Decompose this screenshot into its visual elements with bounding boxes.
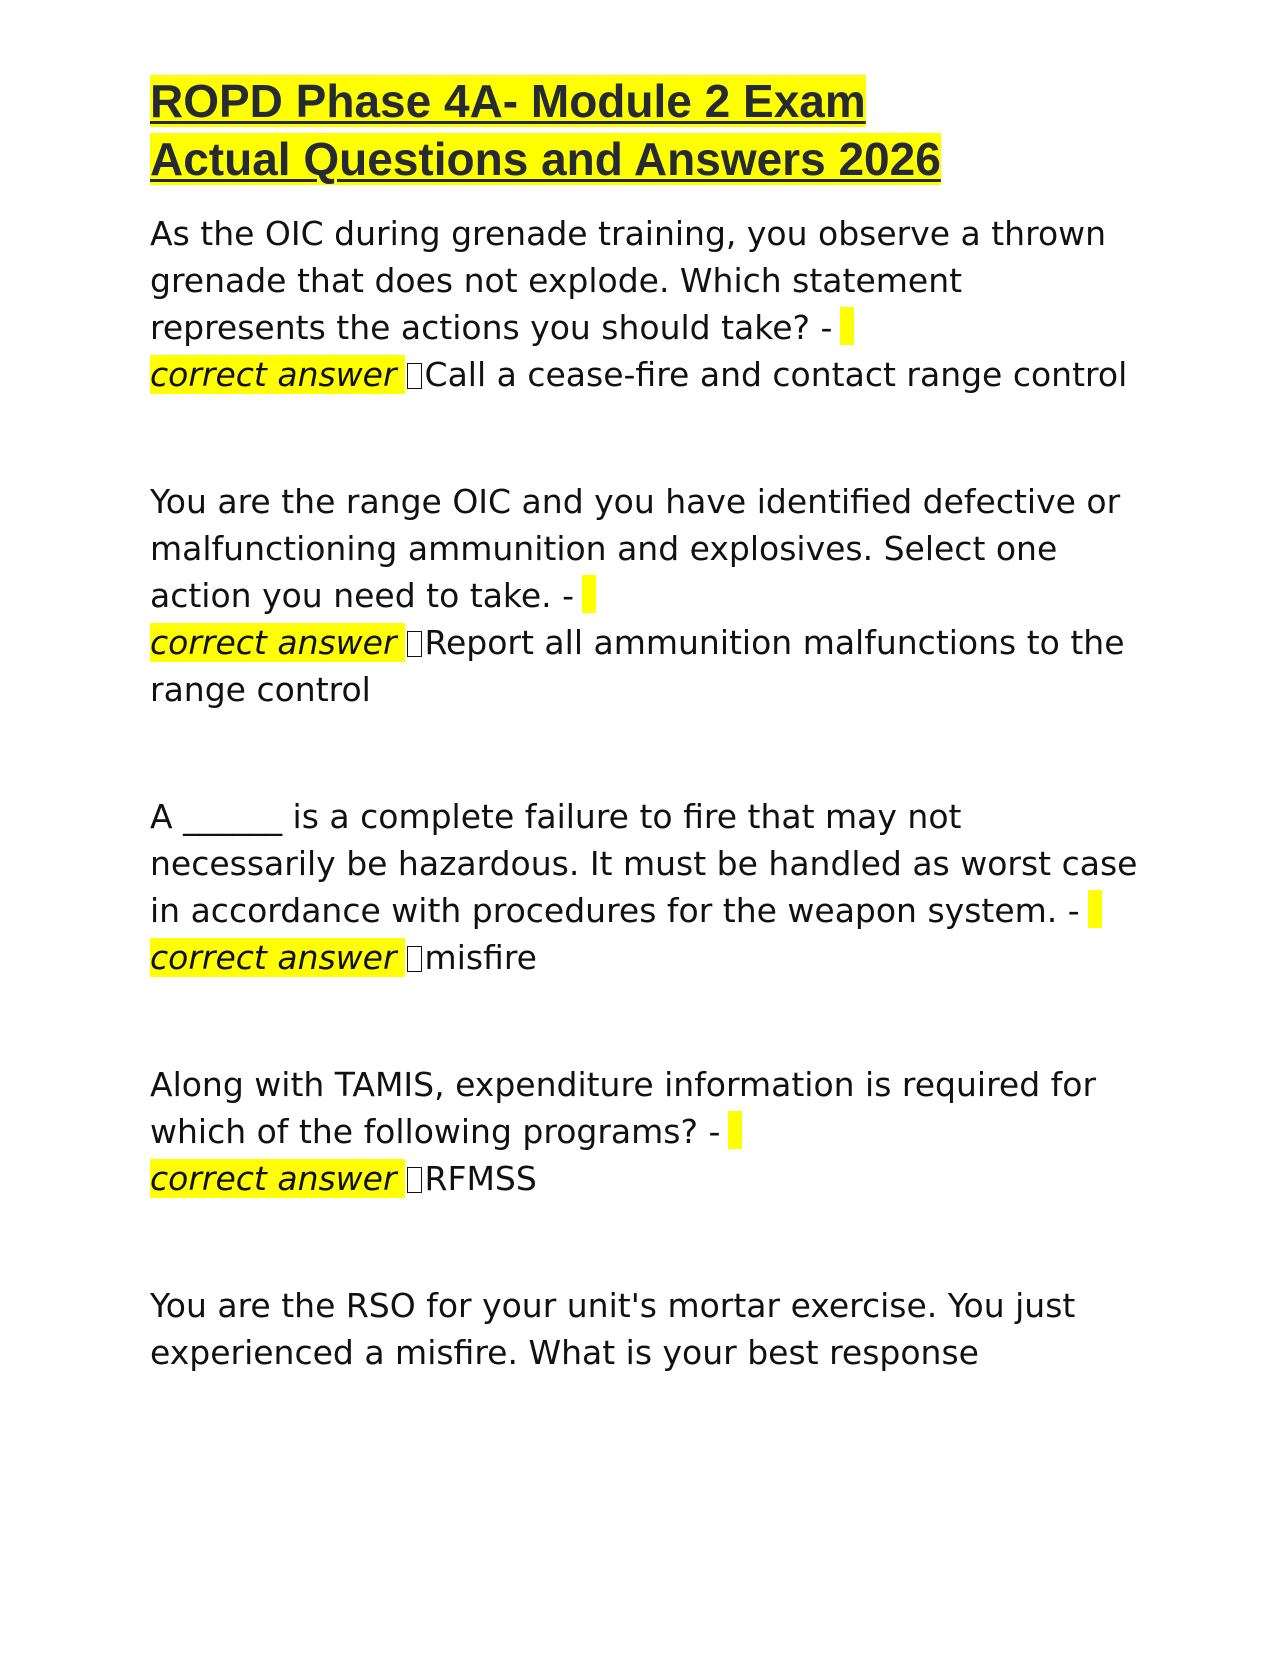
- qa-item-1: [150, 210, 1140, 398]
- question-text: As the OIC during grenade training, you observe a thrown grenade that does not explode. Which statement represents the actions you should take? -: [150, 214, 1107, 347]
- question-text: Along with TAMIS, expenditure information is required for which of the following programs? -: [150, 1065, 1097, 1151]
- missing-glyph-icon: [407, 1167, 422, 1193]
- answer-text: misfire: [424, 938, 537, 977]
- qa-item-2: [150, 478, 1140, 713]
- answer-label: correct answer: [150, 623, 405, 662]
- qa-item-4: [150, 1061, 1140, 1202]
- title-line-2: Actual Questions and Answers 2026: [150, 133, 941, 185]
- question-text: You are the range OIC and you have identified defective or malfunctioning ammunition and explosives. Select one action you need to take. -: [150, 482, 1121, 615]
- title-line-1: ROPD Phase 4A- Module 2 Exam: [150, 75, 866, 127]
- answer-label: correct answer: [150, 1159, 405, 1198]
- missing-glyph-icon: [407, 631, 422, 657]
- question-text: A ______ is a complete failure to fire that may not necessarily be hazardous. It must be handled as worst case in accordance with procedures for the weapon system. -: [150, 797, 1138, 930]
- answer-text: Report all ammunition malfunctions to the range control: [150, 623, 1125, 709]
- highlight-marker: [582, 575, 596, 613]
- answer-text: Call a cease-fire and contact range control: [424, 355, 1128, 394]
- qa-item-5: [150, 1282, 1140, 1376]
- answer-label: correct answer: [150, 938, 405, 977]
- highlight-marker: [728, 1111, 742, 1149]
- answer-text: RFMSS: [424, 1159, 537, 1198]
- missing-glyph-icon: [407, 946, 422, 972]
- document-title: [150, 72, 1140, 188]
- answer-label: correct answer: [150, 355, 405, 394]
- highlight-marker: [1088, 890, 1102, 928]
- highlight-marker: [840, 307, 854, 345]
- qa-item-3: [150, 793, 1140, 981]
- missing-glyph-icon: [407, 363, 422, 389]
- document-page: [150, 72, 1140, 1376]
- question-text: You are the RSO for your unit's mortar exercise. You just experienced a misfire. What is your best response: [150, 1286, 1076, 1372]
